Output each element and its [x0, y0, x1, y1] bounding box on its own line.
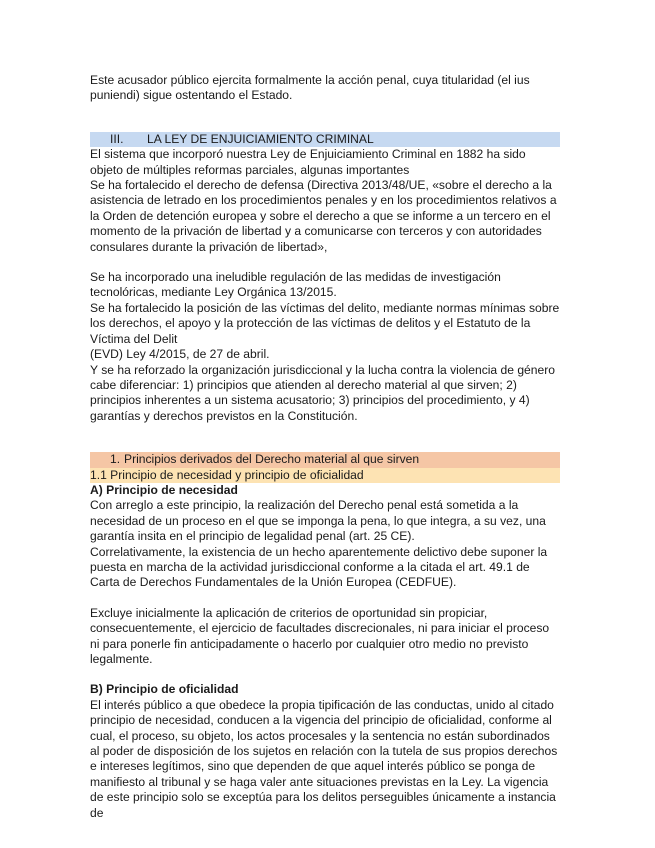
paragraph-excluye: Excluye inicialmente la aplicación de criterios de oportunidad sin propiciar, consecuentemente, el ejercicio de facultades discrecionales, ni para iniciar el proceso ni para ponerle fin anticipadamente o hacerlo por cualquier otro medio no previsto legalmente.: [90, 605, 550, 666]
spacer: [90, 424, 560, 452]
subsection-heading-1-1: 1.1 Principio de necesidad y principio de oficialidad: [90, 468, 560, 483]
section-number: III.: [110, 131, 124, 146]
section-title: LA LEY DE ENJUICIAMIENTO CRIMINAL: [147, 131, 374, 146]
paragraph-tecnologicas: Se ha incorporado una ineludible regulación de las medidas de investigación tecnolóricas, mediante Ley Orgánica 13/2015.: [90, 270, 501, 300]
spacer: [90, 591, 560, 606]
paragraph-interes-publico: El interés público a que obedece la propia tipificación de las conductas, unido al citado principio de necesidad, conducen a la vigencia del principio de oficialidad, conforme al cual, el proceso, su objeto, los actos procesales y la sentencia no están subordinados al poder de disposición de los sujetos en relación con la tutela de sus propios derechos e intereses legítimos, sino que dependen de que aquel interés público se ponga de manifiesto al tribunal y se haga valer ante situaciones previstas en la Ley. La vigencia de este principio solo se exceptúa para los delitos perseguibles únicamente a instancia de: [90, 697, 558, 820]
section-heading-iii: [90, 132, 560, 147]
heading-principio-oficialidad: B) Principio de oficialidad: [90, 682, 239, 697]
heading-principio-necesidad: A) Principio de necesidad: [90, 482, 238, 497]
paragraph-evd: (EVD) Ley 4/2015, de 27 de abril.: [90, 347, 270, 362]
paragraph-sistema: El sistema que incorporó nuestra Ley de Enjuiciamiento Criminal en 1882 ha sido objeto de múltiples reformas parciales, algunas importantes: [90, 147, 526, 177]
paragraph-acusador: Este acusador público ejercita formalmente la acción penal, cuya titularidad (el ius puniendi) sigue ostentando el Estado.: [90, 73, 530, 103]
subsection-heading-1: [90, 452, 560, 467]
paragraph-arreglo: Con arreglo a este principio, la realización del Derecho penal está sometida a la necesidad de un proceso en el que se imponga la pena, lo que integra, a su vez, una garantía insita en el principio de legalidad penal (art. 25 CE).: [90, 498, 546, 544]
subsection-title: Principios derivados del Derecho material al que sirven: [124, 452, 420, 467]
spacer: [90, 104, 560, 132]
spacer: [90, 667, 560, 682]
paragraph-organizacion: Y se ha reforzado la organización jurisdiccional y la lucha contra la violencia de género cabe diferenciar: 1) principios que atienden al derecho material al que sirven; 2) principios inherentes a un sistema acusatorio; 3) principios del procedimiento, y 4) garantías y derechos previstos en la Constitución.: [90, 362, 555, 423]
document-body: [90, 73, 560, 821]
paragraph-victimas: Se ha fortalecido la posición de las víctimas del delito, mediante normas mínimas sobre los derechos, el apoyo y la protección de las víctimas de delitos y el Estatuto de la Víctima del Delit: [90, 300, 560, 346]
paragraph-correlativamente: Correlativamente, la existencia de un hecho aparentemente delictivo debe suponer la puesta en marcha de la actividad jurisdiccional conforme a la citada el art. 49.1 de Carta de Derechos Fundamentales de la Unión Europea (CEDFUE).: [90, 544, 548, 590]
spacer: [90, 255, 560, 270]
paragraph-defensa: Se ha fortalecido el derecho de defensa (Directiva 2013/48/UE, «sobre el derecho a la asistencia de letrado en los procedimientos penales y en los procedimientos relativos a la Orden de detención europea y sobre el derecho a que se informe a un tercero en el momento de la privación de libertad y a comunicarse con terceros y con autoridades consulares durante la privación de libertad»,: [90, 178, 557, 254]
subsection-number: 1.: [110, 452, 121, 467]
